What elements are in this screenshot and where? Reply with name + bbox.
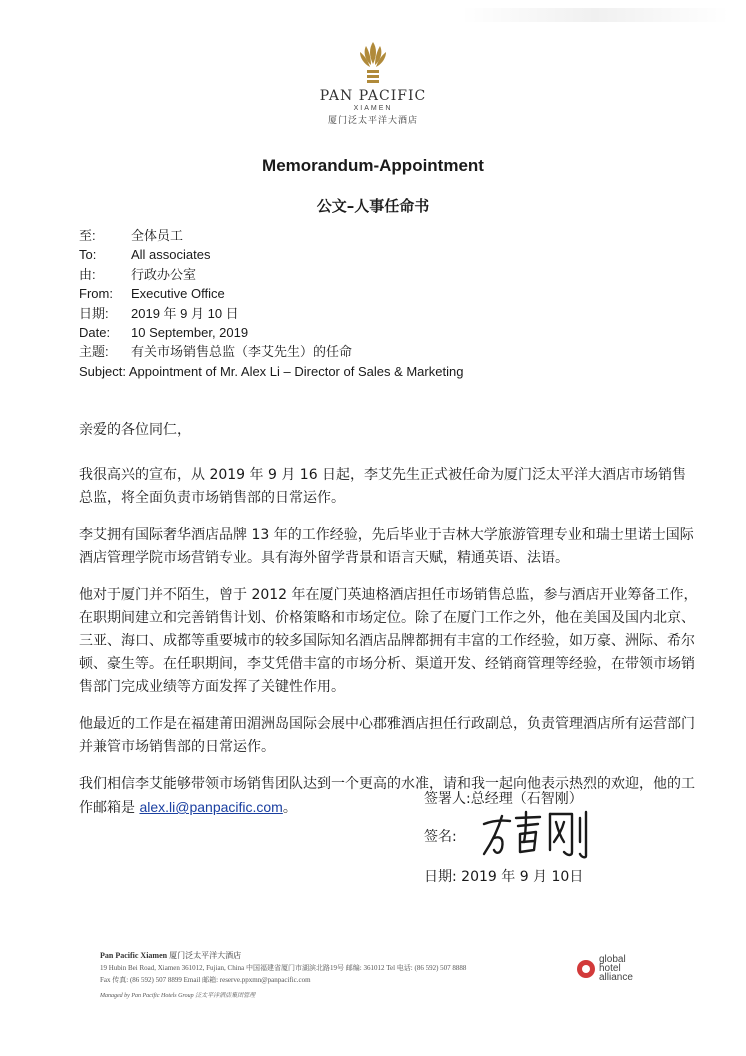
header-row-date-cn (79, 304, 463, 323)
header-label: 由: (79, 266, 96, 282)
paragraph-closing (79, 773, 699, 820)
header-label: From: (79, 286, 113, 302)
greeting: 亲爱的各位同仁， (79, 422, 191, 438)
header-row-subject-cn (79, 342, 463, 361)
header-label: 日期: (79, 305, 109, 321)
signature-label: 签名: (424, 829, 457, 845)
signer-value: 总经理（石智刚） (470, 791, 583, 807)
alliance-icon (576, 959, 596, 979)
scan-artifact (460, 8, 730, 22)
header-row-subject-en (79, 362, 463, 381)
header-row-date-en (79, 323, 463, 342)
footer-managed: Managed by Pan Pacific Hotels Group 泛太平洋酒店集团管理 (100, 993, 256, 999)
hotel-logo (0, 40, 746, 126)
footer-fax: Fax 传真: (86 592) 507 8899 Email 邮箱: reserve.ppxmn@panpacific.com (100, 976, 311, 984)
header-value: 10 September, 2019 (131, 325, 249, 341)
header-row-to-cn (79, 226, 463, 245)
paragraph-background: 他对于厦门并不陌生，曾于 2012 年在厦门英迪格酒店担任市场销售总监，参与酒店开业筹备工作，在职期间建立和完善销售计划、价格策略和市场定位。除了在厦门工作之外，他在美国及国内北京、三亚、海口、成都等重要城市的较多国际知名酒店品牌都拥有丰富的工作经验，如万豪、洲际、希尔顿、豪生等。在任职期间，李艾凭借丰富的市场分析、渠道开发、经销商管理等经验，在带领市场销售部门完成业绩等方面发挥了关键性作用。 (79, 587, 698, 695)
sign-date-label: 日期: (424, 869, 457, 885)
brand-cn-name: 厦门泛太平洋大酒店 (327, 116, 418, 126)
global-hotel-alliance-logo (576, 955, 633, 982)
brand-name: PAN PACIFIC (319, 88, 427, 104)
footer-hotel-en: Pan Pacific Xiamen (100, 951, 168, 960)
memo-title-en: Memorandum-Appointment (262, 156, 484, 175)
handwritten-signature (480, 808, 590, 860)
footer-hotel-cn: 厦门泛太平洋大酒店 (169, 951, 242, 960)
memo-header (79, 226, 463, 381)
sign-date-line (424, 866, 583, 886)
footer-hotel (100, 950, 466, 962)
alliance-word: global (599, 954, 626, 965)
paragraph-experience: 李艾拥有国际奢华酒店品牌 13 年的工作经验，先后毕业于吉林大学旅游管理专业和瑞士里诺士国际酒店管理学院市场营销专业。具有海外留学背景和语言天赋，精通英语、法语。 (79, 527, 694, 566)
memo-body (79, 419, 699, 834)
paragraph-announcement: 我很高兴的宣布，从 2019 年 9 月 16 日起，李艾先生正式被任命为厦门泛太平洋大酒店市场销售总监，将全面负责市场销售部的日常运作。 (79, 467, 687, 506)
header-row-from-en (79, 284, 463, 303)
alliance-word: alliance (599, 972, 633, 983)
header-label: Date: (79, 325, 111, 341)
header-label: Subject: (79, 363, 126, 379)
header-value: 行政办公室 (131, 266, 197, 282)
header-label: To: (79, 247, 97, 263)
header-row-to-en (79, 245, 463, 264)
paragraph-recent-role: 他最近的工作是在福建莆田湄洲岛国际会展中心郡雅酒店担任行政副总，负责管理酒店所有运营部门并兼管市场销售部的日常运作。 (79, 716, 695, 755)
header-label: 主题: (79, 344, 109, 360)
header-value: 有关市场销售总监（李艾先生）的任命 (131, 344, 353, 360)
palm-leaf-icon (358, 40, 388, 84)
brand-city: XIAMEN (353, 105, 393, 112)
header-value: 2019 年 9 月 10 日 (131, 305, 239, 321)
letterhead-footer (100, 950, 466, 1002)
header-value: 全体员工 (131, 228, 184, 243)
header-value: Appointment of Mr. Alex Li – Director of Sales & Marketing (128, 363, 464, 379)
memo-title-cn: 公文–人事任命书 (316, 197, 430, 215)
header-value: Executive Office (131, 286, 225, 302)
closing-end: 。 (282, 800, 297, 816)
alliance-text (599, 955, 633, 982)
header-row-from-cn (79, 265, 463, 284)
signer-label: 签署人: (424, 791, 471, 807)
sign-date-value: 2019 年 9 月 10日 (461, 869, 584, 885)
closing-text: 我们相信李艾能够带领市场销售团队达到一个更高的水准，请和我一起向他表示热烈的欢迎，他的工作邮箱是 (79, 776, 695, 816)
email-link[interactable]: alex.li@panpacific.com (139, 799, 283, 815)
signer-line (424, 788, 583, 808)
alliance-word: hotel (599, 963, 621, 974)
header-value: All associates (131, 247, 211, 263)
footer-address: 19 Hubin Bei Road, Xiamen 361012, Fujian, China 中国福建省厦门市湖滨北路19号 邮编: 361012 Tel 电话: (86 592) 507 8888 (100, 964, 467, 972)
header-label: 至: (79, 228, 96, 243)
